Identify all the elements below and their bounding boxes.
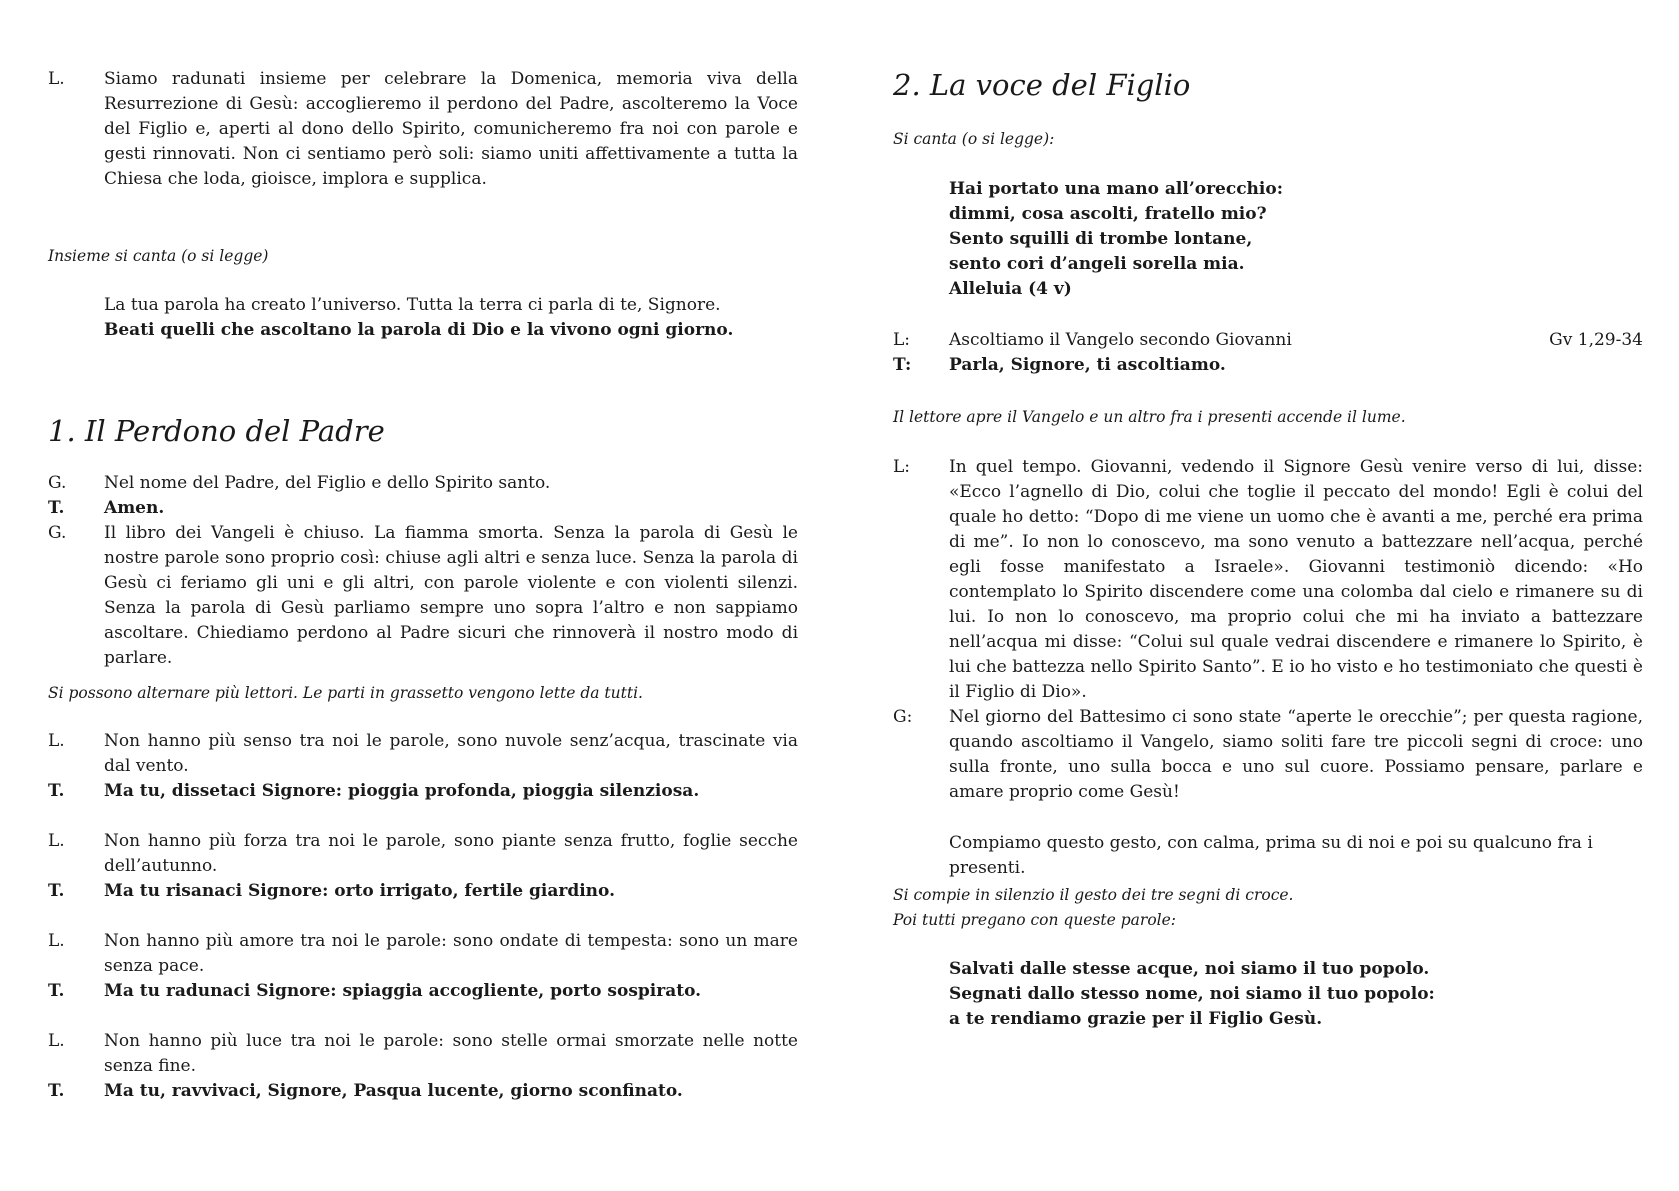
- response-text: Ma tu, dissetaci Signore: pioggia profonda, pioggia silenziosa.: [104, 781, 700, 801]
- gesture-instruction: Compiamo questo gesto, con calma, prima su di noi e poi su qualcuno fra i presenti.: [949, 833, 1593, 878]
- dialogue-text: Amen.: [104, 498, 165, 518]
- speaker-label: L.: [48, 931, 65, 951]
- psalm-line: La tua parola ha creato l’universo. Tutta la terra ci parla di te, Signore.: [104, 295, 721, 315]
- alternate-readers-rubric: Si possono alternare più lettori. Le parti in grassetto vengono lette da tutti.: [48, 684, 643, 702]
- reader-line: [48, 1029, 798, 1079]
- rubric-line: Si compie in silenzio il gesto dei tre segni di croce.: [893, 886, 1294, 904]
- response-line: [48, 779, 798, 804]
- speaker-label: L.: [48, 731, 65, 751]
- right-page: [893, 0, 1643, 1191]
- reader-text: Non hanno più luce tra noi le parole: sono stelle ormai smorzate nelle notte senza fine.: [104, 1031, 798, 1076]
- dialogue-text: Il libro dei Vangeli è chiuso. La fiamma smorta. Senza la parola di Gesù le nostre parole sono proprio così: chiuse agli altri e senza luce. Senza la parola di Gesù ci feriamo gli uni e gli altri, con parole violente e con violenti silenzi. Senza la parola di Gesù parliamo sempre uno sopra l’altro e non sappiamo ascoltare. Chiediamo perdono al Padre sicuri che rinnoverà il nostro modo di parlare.: [104, 523, 798, 668]
- speaker-label: T.: [48, 881, 65, 901]
- gospel-announcement: [893, 328, 1643, 378]
- reader-line: [893, 328, 1643, 353]
- song-line: sento cori d’angeli sorella mia.: [949, 254, 1245, 274]
- intro-paragraph: [48, 67, 798, 192]
- reader-rubric: Il lettore apre il Vangelo e un altro fra i presenti accende il lume.: [893, 408, 1406, 426]
- litany-pair: [48, 829, 798, 904]
- reader-text: Non hanno più forza tra noi le parole, sono piante senza frutto, foglie secche dell’autunno.: [104, 831, 798, 876]
- speaker-label: L.: [48, 69, 65, 89]
- psalm-response-line: Beati quelli che ascoltano la parola di Dio e la vivono ogni giorno.: [104, 320, 734, 340]
- guide-paragraph: [893, 705, 1643, 805]
- section-heading-son: 2. La voce del Figlio: [893, 68, 1191, 102]
- section-heading-forgiveness: 1. Il Perdono del Padre: [48, 414, 385, 448]
- song-line: Hai portato una mano all’orecchio:: [949, 179, 1283, 199]
- speaker-label: G.: [48, 473, 67, 493]
- song-line: Sento squilli di trombe lontane,: [949, 229, 1253, 249]
- silence-rubric: [893, 883, 1294, 933]
- response-line: [893, 353, 1643, 378]
- speaker-label: L:: [893, 457, 911, 477]
- reader-text: Non hanno più amore tra noi le parole: sono ondate di tempesta: sono un mare senza pace.: [104, 931, 798, 976]
- prayer-line: Salvati dalle stesse acque, noi siamo il tuo popolo.: [949, 959, 1430, 979]
- speaker-label: T.: [48, 781, 65, 801]
- psalm-response: [48, 293, 798, 343]
- gospel-reading: [893, 455, 1643, 705]
- dialogue-line: [48, 496, 798, 521]
- reader-line: [48, 829, 798, 879]
- response-text: Ma tu radunaci Signore: spiaggia accogliente, porto sospirato.: [104, 981, 702, 1001]
- song-line: Alleluia (4 v): [949, 279, 1072, 299]
- response-text: Ma tu risanaci Signore: orto irrigato, fertile giardino.: [104, 881, 616, 901]
- response-line: [48, 879, 798, 904]
- sing-rubric: Insieme si canta (o si legge): [48, 247, 269, 265]
- speaker-label: T.: [48, 981, 65, 1001]
- opening-dialogue: [48, 471, 798, 671]
- rubric-line: Poi tutti pregano con queste parole:: [893, 911, 1177, 929]
- reader-line: [48, 729, 798, 779]
- announcement-text: Ascoltiamo il Vangelo secondo Giovanni: [949, 330, 1292, 350]
- response-line: [48, 1079, 798, 1104]
- response-text: Ma tu, ravvivaci, Signore, Pasqua lucente, giorno sconfinato.: [104, 1081, 683, 1101]
- prayer-line: Segnati dallo stesso nome, noi siamo il tuo popolo:: [949, 984, 1435, 1004]
- speaker-label: L.: [48, 831, 65, 851]
- litany: [48, 729, 798, 1129]
- dialogue-line: [48, 521, 798, 671]
- speaker-label: G:: [893, 707, 913, 727]
- speaker-label: L:: [893, 330, 911, 350]
- song-verses: [893, 177, 1643, 302]
- dialogue-text: Nel nome del Padre, del Figlio e dello Spirito santo.: [104, 473, 551, 493]
- response-text: Parla, Signore, ti ascoltiamo.: [949, 355, 1226, 375]
- speaker-label: L.: [48, 1031, 65, 1051]
- litany-pair: [48, 729, 798, 804]
- gospel-reference: Gv 1,29-34: [1549, 330, 1643, 350]
- reader-line: [48, 929, 798, 979]
- litany-pair: [48, 929, 798, 1004]
- dialogue-line: [48, 471, 798, 496]
- prayer-line: a te rendiamo grazie per il Figlio Gesù.: [949, 1009, 1323, 1029]
- speaker-label: T.: [48, 498, 65, 518]
- left-page: [48, 0, 798, 1191]
- reader-text: Non hanno più senso tra noi le parole, sono nuvole senz’acqua, trascinate via dal vento.: [104, 731, 798, 776]
- response-line: [48, 979, 798, 1004]
- gospel-text: In quel tempo. Giovanni, vedendo il Signore Gesù venire verso di lui, disse: «Ecco l’agnello di Dio, colui che toglie il peccato del mondo! Egli è colui del quale ho detto: “Dopo di me viene un uomo che è avanti a me, perché era prima di me”. Io non lo conoscevo, ma sono venuto a battezzare nell’acqua, perché egli fosse manifestato a Israele». Giovanni testimoniò dicendo: «Ho contemplato lo Spirito discendere come una colomba dal cielo e rimanere su di lui. Io non lo conoscevo, ma proprio colui che mi ha inviato a battezzare nell’acqua mi disse: “Colui sul quale vedrai discendere e rimanere lo Spirito, è lui che battezza nello Spirito Santo”. E io ho visto e ho testimoniato che questi è il Figlio di Dio».: [949, 457, 1643, 702]
- speaker-label: T.: [48, 1081, 65, 1101]
- song-line: dimmi, cosa ascolti, fratello mio?: [949, 204, 1267, 224]
- sing-rubric: Si canta (o si legge):: [893, 130, 1055, 148]
- speaker-label: T:: [893, 355, 912, 375]
- prayer-verses: [893, 957, 1643, 1032]
- intro-text: Siamo radunati insieme per celebrare la Domenica, memoria viva della Resurrezione di Gesù: accoglieremo il perdono del Padre, ascolteremo la Voce del Figlio e, aperti al dono dello Spirito, comunicheremo fra noi con parole e gesti rinnovati. Non ci sentiamo però soli: siamo uniti affettivamente a tutta la Chiesa che loda, gioisce, implora e supplica.: [104, 69, 798, 189]
- litany-pair: [48, 1029, 798, 1104]
- guide-text: Nel giorno del Battesimo ci sono state “aperte le orecchie”; per questa ragione, quando ascoltiamo il Vangelo, siamo soliti fare tre piccoli segni di croce: uno sulla fronte, uno sulla bocca e uno sul cuore. Possiamo pensare, parlare e amare proprio come Gesù!: [949, 707, 1643, 802]
- speaker-label: G.: [48, 523, 67, 543]
